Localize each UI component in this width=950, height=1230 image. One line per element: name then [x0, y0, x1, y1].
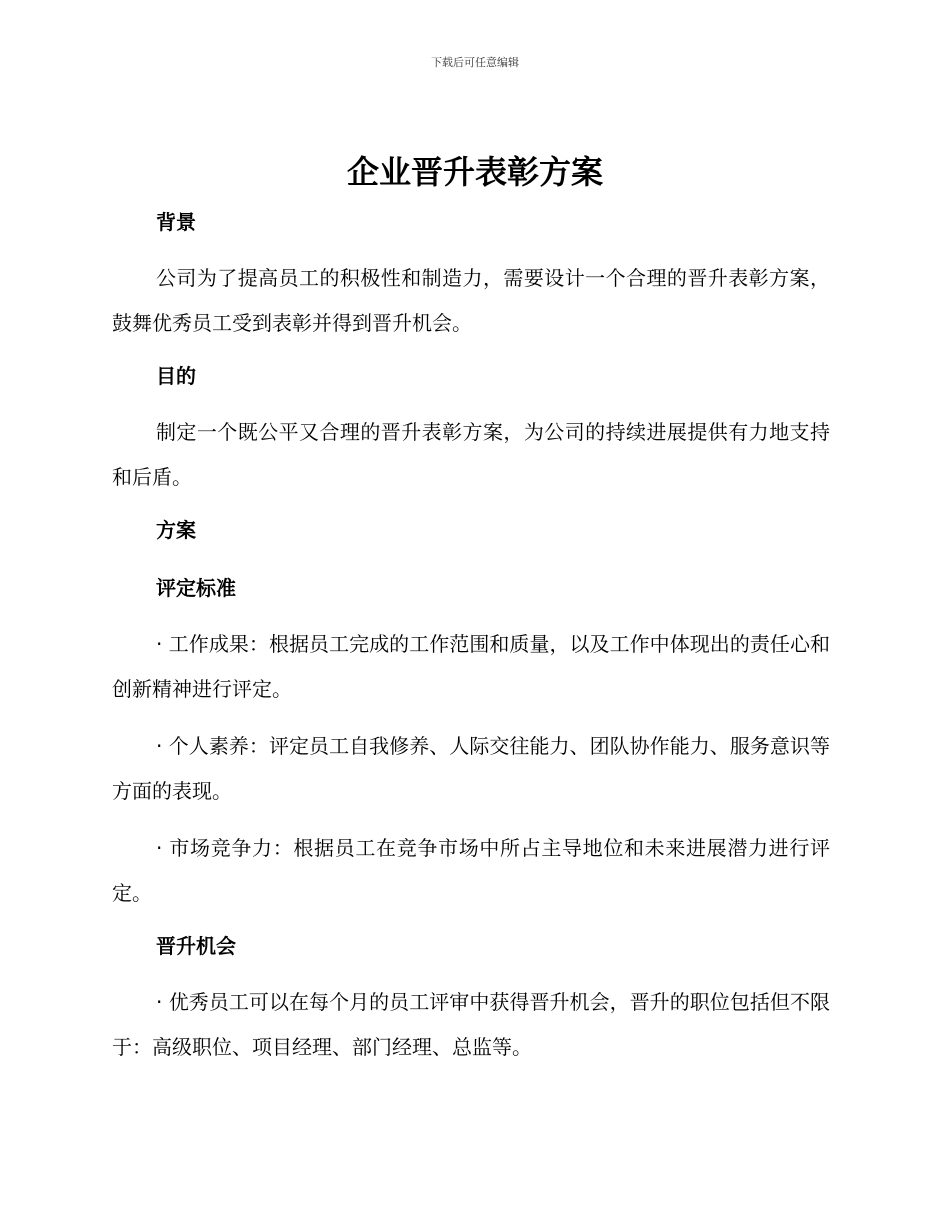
promotion-item: · 优秀员工可以在每个月的员工评审中获得晋升机会，晋升的职位包括但不限于：高级职位、项目经理、部门经理、总监等。: [112, 990, 830, 1059]
section-heading-background: 背景: [156, 210, 196, 234]
header-note: 下载后可任意编辑: [431, 56, 519, 69]
criteria-item-market-competitiveness: · 市场竞争力：根据员工在竞争市场中所占主导地位和未来进展潜力进行评定。: [112, 836, 830, 905]
criteria-item-work-results: · 工作成果：根据员工完成的工作范围和质量，以及工作中体现出的责任心和创新精神进行评定。: [112, 632, 830, 701]
document-title: 企业晋升表彰方案: [346, 153, 603, 191]
document-body: [112, 200, 830, 1070]
section-heading-criteria: 评定标准: [156, 576, 236, 600]
section-heading-purpose: 目的: [156, 364, 196, 388]
purpose-paragraph: 制定一个既公平又合理的晋升表彰方案，为公司的持续进展提供有力地支持和后盾。: [112, 420, 830, 489]
background-paragraph: 公司为了提高员工的积极性和制造力，需要设计一个合理的晋升表彰方案，鼓舞优秀员工受到表彰并得到晋升机会。: [112, 266, 830, 335]
criteria-item-personal-quality: · 个人素养：评定员工自我修养、人际交往能力、团队协作能力、服务意识等方面的表现。: [112, 734, 830, 803]
section-heading-promotion: 晋升机会: [156, 934, 236, 958]
section-heading-plan: 方案: [156, 518, 196, 542]
